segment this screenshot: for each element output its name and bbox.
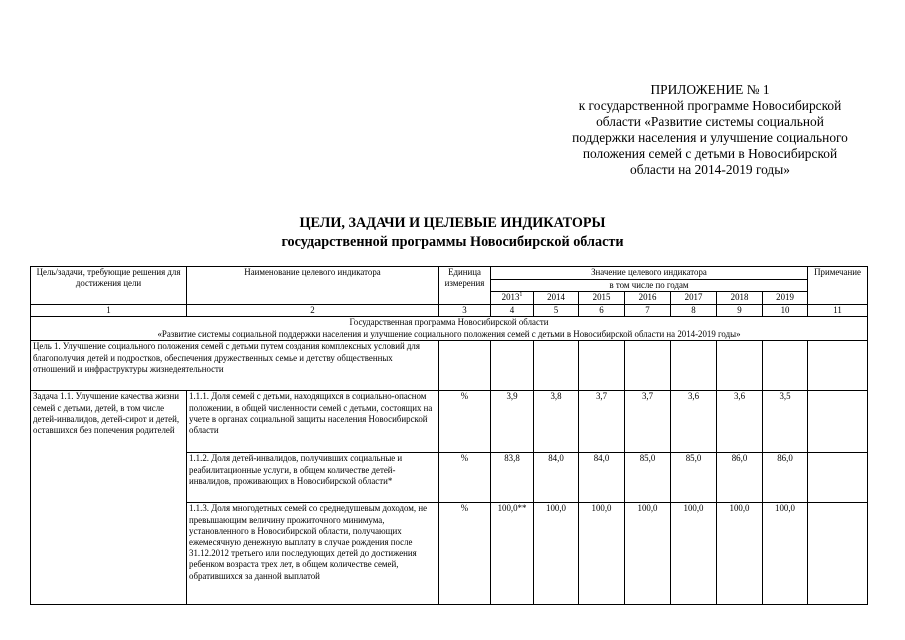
indicator-value: 3,7 — [625, 391, 671, 453]
appendix-line: ПРИЛОЖЕНИЕ № 1 — [650, 82, 770, 97]
program-section-line1: Государственная программа Новосибирской области — [349, 317, 549, 328]
appendix-header — [540, 82, 880, 179]
header-year-2013 — [491, 292, 534, 305]
indicator-unit: % — [439, 391, 491, 453]
indicators-table — [30, 266, 868, 605]
indicator-value: 86,0 — [763, 453, 808, 503]
indicator-value: 100,0 — [534, 503, 579, 605]
indicator-value: 84,0 — [534, 453, 579, 503]
goal-1-text: Цель 1. Улучшение социального положения семей с детьми путем создания комплексных условий для благополучия детей и подростков, обеспечения дружественных семье и детству общественных отношений и инфраструктуры жизнедеятельности — [33, 341, 420, 374]
header-year: 2016 — [625, 292, 671, 305]
header-note: Примечание — [808, 267, 868, 305]
column-number: 5 — [534, 305, 579, 317]
header-year: 2015 — [579, 292, 625, 305]
indicator-note — [808, 453, 868, 503]
indicator-value: 3,5 — [763, 391, 808, 453]
indicator-unit: % — [439, 453, 491, 503]
empty-cell — [439, 341, 491, 391]
header-goal: Цель/задачи, требующие решения для достижения цели — [31, 267, 187, 305]
program-section-row — [31, 317, 868, 341]
indicator-value: 100,0 — [717, 503, 763, 605]
indicator-note — [808, 391, 868, 453]
column-number: 1 — [31, 305, 187, 317]
header-year: 2017 — [671, 292, 717, 305]
column-number: 3 — [439, 305, 491, 317]
appendix-line: к государственной программе Новосибирской — [578, 98, 842, 114]
column-number: 11 — [808, 305, 868, 317]
empty-cell — [808, 341, 868, 391]
column-number: 9 — [717, 305, 763, 317]
appendix-line: области «Развитие системы социальной — [596, 114, 824, 130]
indicator-value: 84,0 — [579, 453, 625, 503]
indicator-value: 3,7 — [579, 391, 625, 453]
indicator-value: 3,9 — [491, 391, 534, 453]
header-year: 2018 — [717, 292, 763, 305]
header-year: 2014 — [534, 292, 579, 305]
indicator-note — [808, 503, 868, 605]
column-number: 7 — [625, 305, 671, 317]
task-1-1: Задача 1.1. Улучшение качества жизни семей с детьми, детей, в том числе детей-инвалидов, детей-сирот и детей, оставшихся без попечения родителей — [31, 391, 187, 605]
empty-cell — [491, 341, 534, 391]
header-unit: Единица измерения — [439, 267, 491, 305]
empty-cell — [717, 341, 763, 391]
year-2013-label: 2013 — [501, 292, 520, 303]
indicator-value: 3,8 — [534, 391, 579, 453]
indicator-value: 100,0 — [763, 503, 808, 605]
header-value: Значение целевого индикатора — [491, 267, 808, 280]
appendix-line: поддержки населения и улучшение социального — [572, 130, 848, 146]
indicator-name: 1.1.3. Доля многодетных семей со среднедушевым доходом, не превышающим величину прожиточного минимума, установленного в Новосибирской области, получающих ежемесячную денежную выплату в случае рождения после 31.12.2012 третьего или последующих детей до достижения ребенком возраста трех лет, в общем количестве семей, обратившихся за данной выплатой — [187, 503, 439, 605]
program-section-line2: «Развитие системы социальной поддержки населения и улучшение социального положения семей с детьми в Новосибирской области на 2014-2019 годы» — [157, 328, 741, 339]
indicator-name: 1.1.1. Доля семей с детьми, находящихся в социально-опасном положении, в общей численности семей с детьми, состоящих на учете в органах социальной защиты населения Новосибирской области — [187, 391, 439, 453]
indicator-value: 83,8 — [491, 453, 534, 503]
header-indicator: Наименование целевого индикатора — [187, 267, 439, 305]
column-number: 4 — [491, 305, 534, 317]
indicator-value: 100,0 — [625, 503, 671, 605]
column-number: 10 — [763, 305, 808, 317]
appendix-line: положения семей с детьми в Новосибирской — [582, 146, 838, 162]
indicator-value: 100,0 — [579, 503, 625, 605]
indicator-value: 85,0 — [671, 453, 717, 503]
indicator-value: 86,0 — [717, 453, 763, 503]
indicator-value: 100,0 — [671, 503, 717, 605]
header-by-years: в том числе по годам — [491, 280, 808, 292]
indicator-value: 3,6 — [671, 391, 717, 453]
empty-cell — [534, 341, 579, 391]
column-number: 2 — [187, 305, 439, 317]
indicator-unit: % — [439, 503, 491, 605]
column-number: 8 — [671, 305, 717, 317]
document-title: ЦЕЛИ, ЗАДАЧИ И ЦЕЛЕВЫЕ ИНДИКАТОРЫ — [299, 215, 606, 231]
empty-cell — [671, 341, 717, 391]
header-year: 2019 — [763, 292, 808, 305]
indicator-name: 1.1.2. Доля детей-инвалидов, получивших социальные и реабилитационные услуги, в общем количестве детей-инвалидов, проживающих в Новосибирской области* — [187, 453, 439, 503]
footnote-mark: 1 — [519, 292, 523, 299]
empty-cell — [579, 341, 625, 391]
indicator-value: 3,6 — [717, 391, 763, 453]
empty-cell — [763, 341, 808, 391]
column-number: 6 — [579, 305, 625, 317]
goal-row-text — [31, 341, 439, 391]
document-subtitle: государственной программы Новосибирской области — [281, 234, 624, 250]
indicator-value: 100,0** — [491, 503, 534, 605]
empty-cell — [625, 341, 671, 391]
appendix-line: области на 2014-2019 годы» — [630, 162, 790, 178]
indicator-value: 85,0 — [625, 453, 671, 503]
